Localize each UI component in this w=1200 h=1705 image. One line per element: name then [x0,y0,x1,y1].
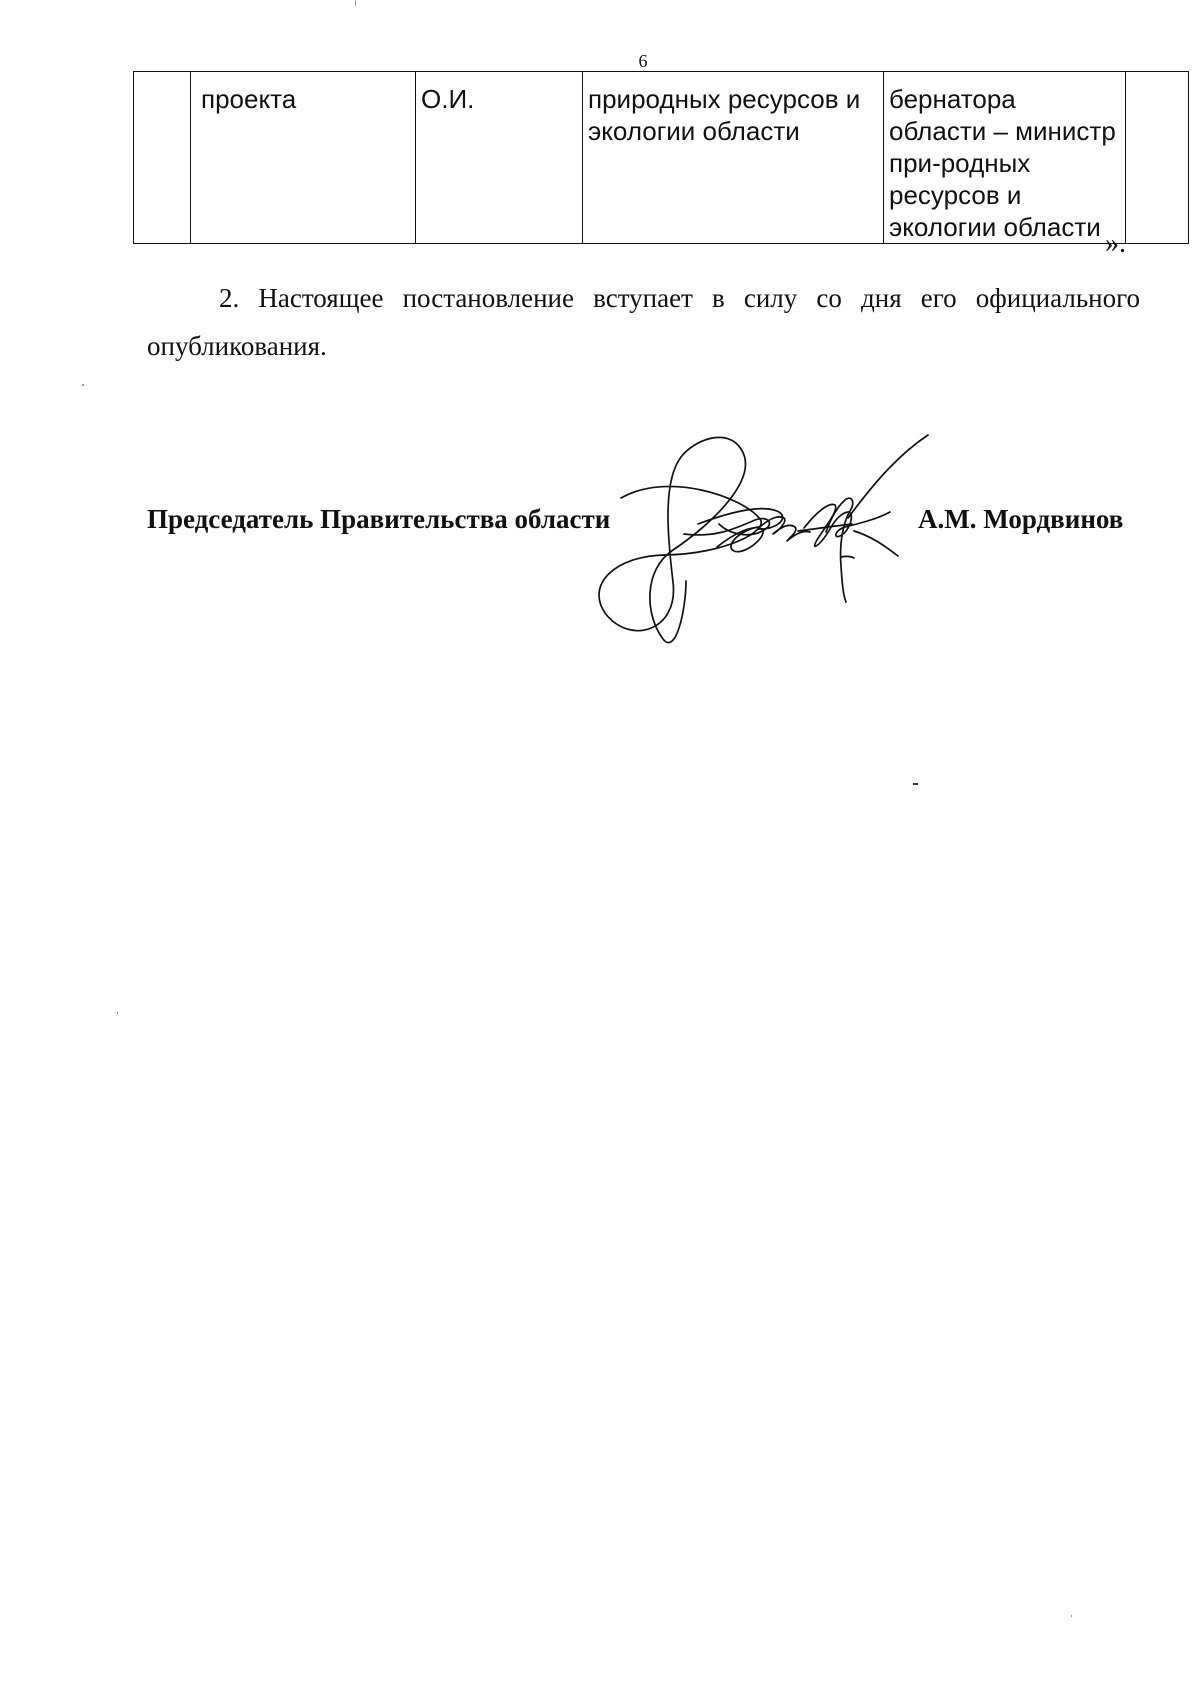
scan-speck [82,384,84,386]
scan-speck [355,0,356,6]
table-cell-activity: проекта [191,72,416,244]
table-cell-organization: природных ресурсов и экологии области [583,72,884,244]
table-row [134,72,1189,244]
table-cell-empty [1126,72,1189,244]
scan-speck [913,783,918,785]
table-cell-number [134,72,191,244]
continuation-table [133,71,1189,244]
table-cell-position: бернатора области – министр при-родных ресурсов и экологии области [884,72,1126,244]
table-cell-initials: О.И. [416,72,583,244]
page-number: 6 [638,51,648,71]
scan-speck [1071,1615,1072,1617]
effective-date-paragraph: 2. Настоящее постановление вступает в силу со дня его официального опубликования. [147,283,1140,361]
handwritten-signature [590,435,940,645]
closing-quote: ». [1105,228,1126,259]
signatory-name: А.М. Мордвинов [918,504,1124,534]
signatory-position: Председатель Правительства области [147,504,611,534]
scan-speck [117,1012,118,1014]
